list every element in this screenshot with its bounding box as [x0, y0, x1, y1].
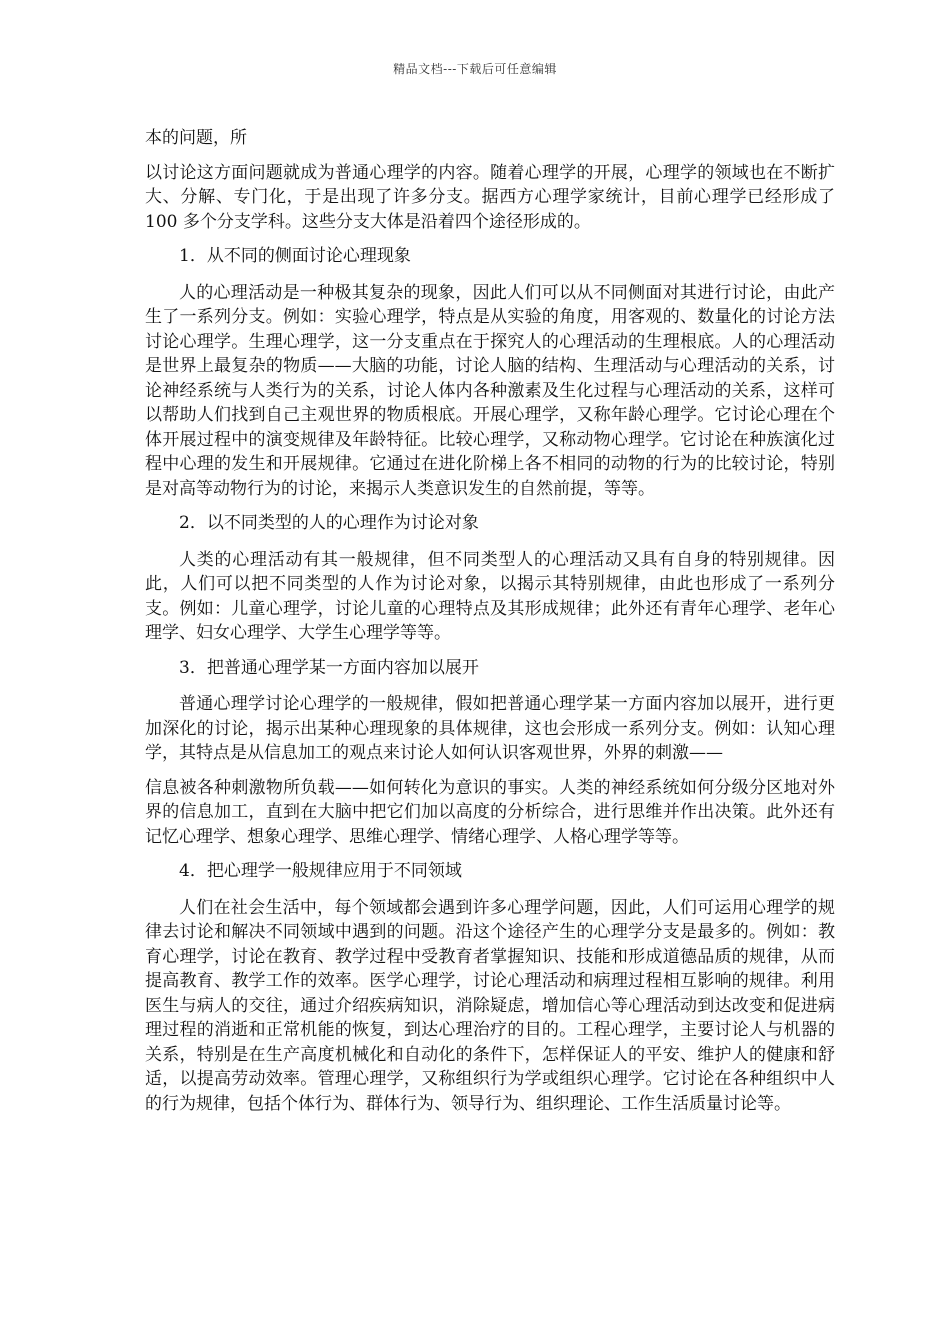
paragraph: 人类的心理活动有其一般规律，但不同类型人的心理活动又具有自身的特别规律。因此，人们可以把不同类型的人作为讨论对象，以揭示其特别规律，由此也形成了一系列分支。例如：儿童心理学，讨论儿童的心理特点及其形成规律；此外还有青年心理学、老年心理学、妇女心理学、大学生心理学等等。 — [145, 549, 835, 643]
paragraph: 普通心理学讨论心理学的一般规律，假如把普通心理学某一方面内容加以展开，进行更加深化的讨论，揭示出某种心理现象的具体规律，这也会形成一系列分支。例如：认知心理学，其特点是从信息加工的观点来讨论人如何认识客观世界，外界的刺激—— — [145, 694, 835, 763]
paragraph: 以讨论这方面问题就成为普通心理学的内容。随着心理学的开展，心理学的领域也在不断扩大、分解、专门化，于是出现了许多分支。据西方心理学家统计，目前心理学已经形成了 100 多个分支学科。这些分支大体是沿着四个途径形成的。 — [145, 162, 835, 232]
section-heading: 2．以不同类型的人的心理作为讨论对象 — [179, 513, 479, 533]
paragraph: 人的心理活动是一种极其复杂的现象，因此人们可以从不同侧面对其进行讨论，由此产生了一系列分支。例如：实验心理学，特点是从实验的角度，用客观的、数量化的讨论方法讨论心理学。生理心理学，这一分支重点在于探究人的心理活动的生理根底。人的心理活动是世界上最复杂的物质——大脑的功能，讨论人脑的结构、生理活动与心理活动的关系，讨论神经系统与人类行为的关系，讨论人体内各种激素及生化过程与心理活动的关系，这样可以帮助人们找到自己主观世界的物质根底。开展心理学，又称年龄心理学。它讨论心理在个体开展过程中的演变规律及年龄特征。比较心理学，又称动物心理学。它讨论在种族演化过程中心理的发生和开展规律。它通过在进化阶梯上各不相同的动物的行为的比较讨论，特别是对高等动物行为的讨论，来揭示人类意识发生的自然前提，等等。 — [145, 282, 835, 499]
section-heading: 1．从不同的侧面讨论心理现象 — [179, 246, 411, 266]
section-heading: 3．把普通心理学某一方面内容加以展开 — [179, 657, 479, 678]
document-body — [145, 126, 835, 1126]
section-heading: 4．把心理学一般规律应用于不同领域 — [179, 861, 462, 881]
paragraph: 人们在社会生活中，每个领域都会遇到许多心理学问题，因此，人们可运用心理学的规律去讨论和解决不同领域中遇到的问题。沿这个途径产生的心理学分支是最多的。例如：教育心理学，讨论在教育、教学过程中受教育者掌握知识、技能和形成道德品质的规律，从而提高教育、教学工作的效率。医学心理学，讨论心理活动和病理过程相互影响的规律。利用医生与病人的交往，通过介绍疾病知识，消除疑虑，增加信心等心理活动到达改变和促进病理过程的消逝和正常机能的恢复，到达心理治疗的目的。工程心理学，主要讨论人与机器的关系，特别是在生产高度机械化和自动化的条件下，怎样保证人的平安、维护人的健康和舒适，以提高劳动效率。管理心理学，又称组织行为学或组织心理学。它讨论在各种组织中人的行为规律，包括个体行为、群体行为、领导行为、组织理论、工作生活质量讨论等。 — [145, 897, 835, 1114]
paragraph: 本的问题，所 — [145, 128, 247, 148]
page-header: 精品文档---下载后可任意编辑 — [393, 62, 557, 76]
paragraph: 信息被各种刺激物所负载——如何转化为意识的事实。人类的神经系统如何分级分区地对外界的信息加工，直到在大脑中把它们加以高度的分析综合，进行思维并作出决策。此外还有记忆心理学、想象心理学、思维心理学、情绪心理学、人格心理学等等。 — [145, 777, 835, 847]
